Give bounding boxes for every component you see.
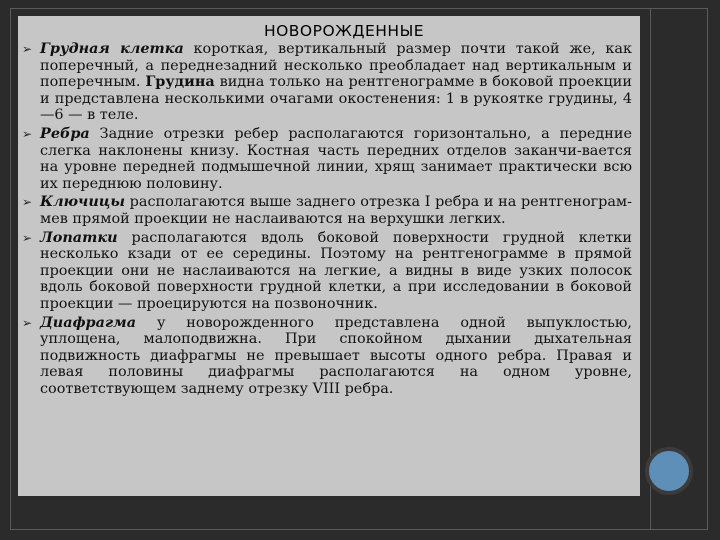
arrowhead-bullet-icon: ➢ bbox=[22, 42, 33, 56]
slide-title: НОВОРОЖДЕННЫЕ bbox=[263, 22, 425, 40]
arrowhead-bullet-icon: ➢ bbox=[22, 315, 33, 330]
arrowhead-bullet-icon: ➢ bbox=[22, 126, 33, 141]
arrowhead-bullet-icon: ➢ bbox=[22, 195, 33, 210]
item-term: Ключицы bbox=[40, 193, 125, 211]
item-term: Диафрагма bbox=[40, 313, 137, 331]
arrowhead-bullet-icon: ➢ bbox=[22, 230, 33, 245]
list-item-scapulae bbox=[22, 230, 632, 313]
item-term: Лопатки bbox=[40, 228, 118, 246]
item-text-secondary: видна только на рентгенограмме в боковой проекции и представлена несколькими очагами окостенения: 1 в рукоятке грудины, 4—6 — в теле. bbox=[40, 74, 632, 124]
item-term: Грудная клетка bbox=[40, 40, 184, 57]
list-item-diaphragm bbox=[22, 315, 632, 398]
bullet-list bbox=[22, 41, 632, 397]
content-panel bbox=[18, 16, 640, 496]
item-term: Ребра bbox=[40, 124, 90, 142]
list-item-ribs bbox=[22, 126, 632, 192]
item-term-secondary: Грудина bbox=[145, 73, 215, 91]
list-item-clavicles bbox=[22, 194, 632, 227]
item-text: располагаются вдоль боковой поверхности грудной клетки несколько кзади от ее середины. Поэтому на рентгенограмме в прямой проекции они не наслаиваются на легкие, а видны в виде узких полосок вдоль боковой поверхности грудной клетки, а при исследовании в боковой проекции — проецируются на позвоночник. bbox=[40, 229, 632, 312]
item-text: короткая, вертикальный размер почти такой же, как поперечный, а переднезадний несколько преобладает над вертикальным и поперечным. bbox=[40, 41, 632, 91]
frame-divider bbox=[650, 8, 651, 530]
decorative-circle bbox=[645, 447, 693, 495]
item-text: располагаются выше заднего отрезка I ребра и на рентгенограм-мев прямой проекции не наслаиваются на верхушки легких. bbox=[40, 194, 632, 227]
item-text: Задние отрезки ребер располагаются горизонтально, а передние слегка наклонены книзу. Костная часть передних отделов заканчи-вается на уровне передней подмышечной линии, хрящ занимает практически всю их переднюю половину. bbox=[40, 125, 632, 192]
item-text: у новорожденного представлена одной выпуклостью, уплощена, малоподвижна. При спокойном дыхании дыхательная подвижность диафрагмы не превышает высоты одного ребра. Правая и левая половины диафрагмы располагаются на одном уровне, соответствующем заднему отрезку VIII ребра. bbox=[40, 314, 632, 397]
list-item-chest bbox=[22, 41, 632, 124]
